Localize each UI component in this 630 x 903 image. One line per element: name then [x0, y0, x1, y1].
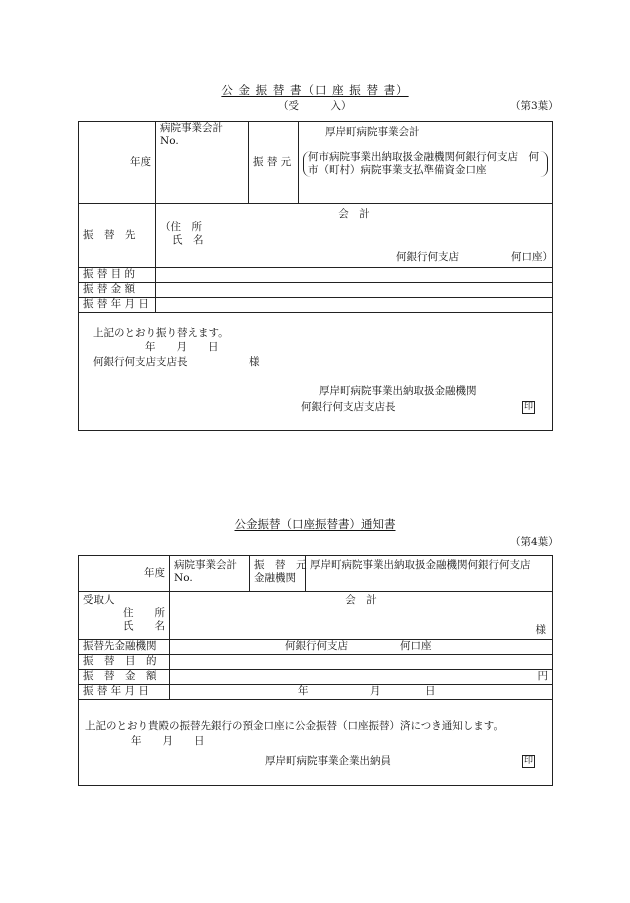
form3-purpose-label: 振 替 目 的 — [79, 268, 156, 283]
form3-source-name: 厚岸町病院事業会計 — [325, 126, 420, 138]
form4-seal: 印 — [524, 756, 534, 766]
form4-source-label-1: 振 替 元 — [254, 559, 307, 571]
form3-footer-cell — [79, 313, 553, 431]
form4-date-value — [170, 685, 553, 700]
form4-payee-cell — [79, 592, 170, 640]
form3-date-label: 振 替 年 月 日 — [79, 298, 156, 313]
form3-note: 上記のとおり振り替えます。 — [93, 327, 229, 339]
form4-date-year: 年 — [298, 685, 309, 697]
form4-source-label-cell — [250, 556, 306, 592]
form3-issuer-manager: 何銀行何支店支店長 — [301, 401, 396, 413]
form4-date-label: 振 替 年 月 日 — [79, 685, 170, 700]
form4-date-day: 日 — [425, 685, 436, 697]
form4-address: 住 所 — [123, 607, 165, 619]
form4-account: 何口座 — [400, 640, 432, 652]
form3-name: 氏 名 — [172, 234, 204, 246]
form3-receipt-label: （受 入） — [278, 100, 352, 112]
form4-payee-label: 受取人 — [83, 594, 115, 606]
form3-dept: 病院事業会計 — [160, 122, 223, 134]
form3-amount-value — [156, 283, 553, 298]
form3-purpose-value — [156, 268, 553, 283]
form3-account: 何口座） — [511, 251, 553, 263]
form3-no: No. — [160, 135, 179, 147]
form3-source-label: 振 替 元 — [249, 122, 299, 204]
form4-dest-bank-cell — [170, 640, 553, 655]
form4-date-line: 年 月 日 — [131, 735, 205, 747]
form3-title: 公 金 振 替 書（口 座 振 替 書） — [221, 83, 409, 97]
form3-bank-branch: 何銀行何支店 — [396, 251, 459, 263]
form4-fiscal-year: 年度 — [79, 556, 170, 592]
form4-date-month: 月 — [370, 685, 381, 697]
form4-source-name: 厚岸町病院事業出納取扱金融機関何銀行何支店 — [306, 556, 553, 592]
form4-purpose-value — [170, 655, 553, 670]
form3-date-line: 年 月 日 — [145, 341, 219, 353]
form3-number: （第3葉） — [510, 100, 559, 112]
form3-issuer-institution: 厚岸町病院事業出納取扱金融機関 — [319, 385, 477, 397]
form4-table — [78, 555, 553, 786]
form4-bank-branch: 何銀行何支店 — [285, 640, 348, 652]
form4-amount-label: 振 替 金 額 — [79, 670, 170, 685]
form4-yen: 円 — [537, 670, 548, 682]
form4-note: 上記のとおり貴殿の振替先銀行の預金口座に公金振替（口座振替）済につき通知します。 — [85, 720, 504, 732]
form4-purpose-label: 振 替 目 的 — [79, 655, 170, 670]
form3-seal: 印 — [524, 402, 534, 412]
form4-dept-cell — [170, 556, 250, 592]
form4-amount-value — [170, 670, 553, 685]
form4-sama: 様 — [535, 624, 546, 636]
form4-payee-value — [170, 592, 553, 640]
form3-dept-cell — [156, 122, 249, 204]
form4-no: No. — [174, 572, 193, 584]
form3-table — [78, 121, 553, 431]
form4-title: 公金振替（口座振替書）通知書 — [234, 517, 396, 531]
form3-source-detail: 何市病院事業出納取扱金融機関何銀行何支店 何市（町村）病院事業支払準備資金口座 — [303, 151, 548, 177]
form3-date-value — [156, 298, 553, 313]
form3-dest-cell — [156, 204, 553, 268]
form4-footer-cell — [79, 700, 553, 786]
form4-dest-bank-label: 振替先金融機関 — [79, 640, 170, 655]
form4-name: 氏 名 — [123, 620, 165, 632]
form3-sama: 様 — [249, 356, 260, 368]
form4-dept: 病院事業会計 — [174, 559, 237, 571]
form3-fiscal-year: 年度 — [79, 122, 156, 204]
form4-number: （第4葉） — [510, 536, 559, 548]
form3-amount-label: 振 替 金 額 — [79, 283, 156, 298]
form3-accounting: 会 計 — [338, 208, 370, 220]
form3-addressee: 何銀行何支店支店長 — [93, 356, 188, 368]
form3-source-cell — [299, 122, 553, 204]
form3-address: （住 所 — [160, 221, 202, 233]
form4-source-label-2: 金融機関 — [254, 572, 296, 584]
form4-issuer: 厚岸町病院事業企業出納員 — [265, 755, 391, 767]
form3-dest-label: 振 替 先 — [79, 204, 156, 268]
form4-accounting: 会 計 — [345, 594, 377, 606]
